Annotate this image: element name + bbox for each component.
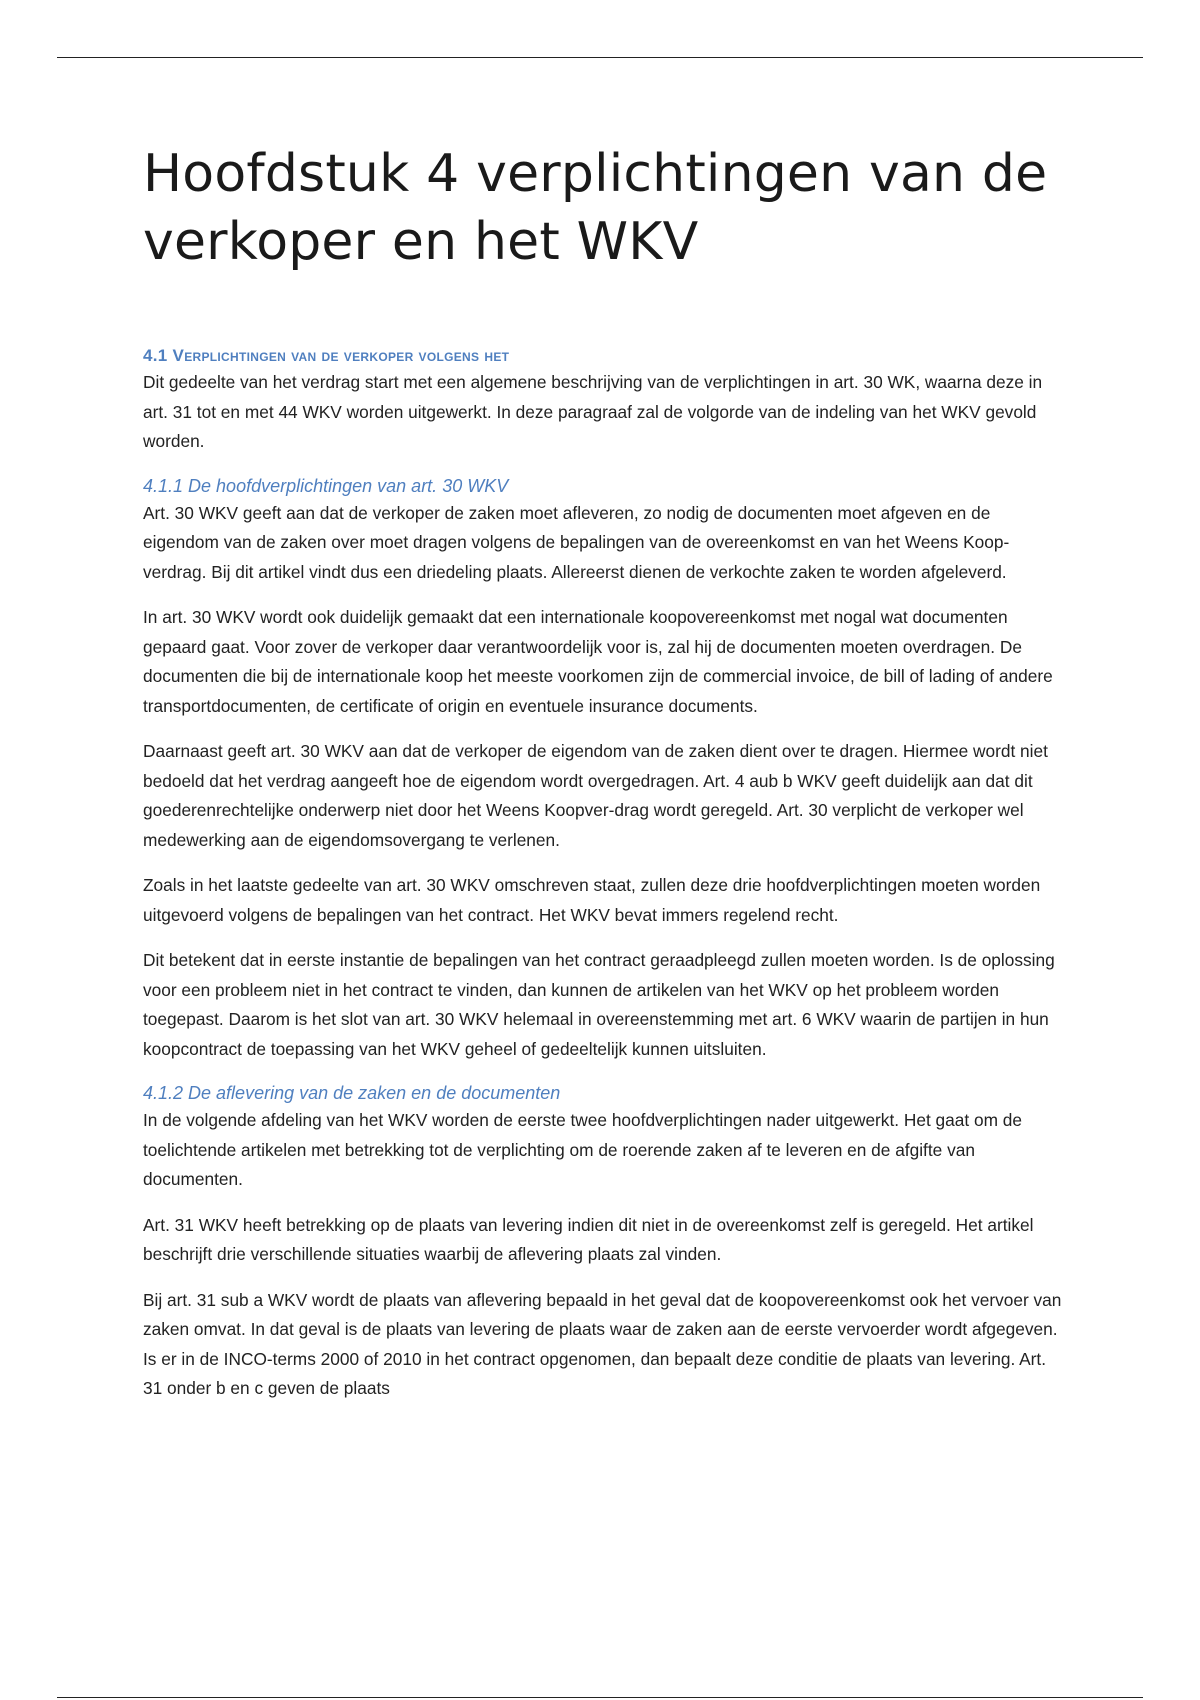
section-heading-4-1: 4.1 Verplichtingen van de verkoper volgens het: [143, 346, 510, 365]
paragraph: Daarnaast geeft art. 30 WKV aan dat de verkoper de eigendom van de zaken dient over te dragen. Hiermee wordt niet bedoeld dat het verdrag aangeeft hoe de eigendom wordt overgedragen. Art. 4 aub b WKV geeft duidelijk aan dat dit goederenrechtelijke onderwerp niet door het Weens Koopver-drag wordt geregeld. Art. 30 verplicht de verkoper wel medewerking aan de eigendomsovergang te verlenen.: [143, 741, 1048, 850]
page-bottom-rule: [57, 1697, 1143, 1698]
chapter-title: Hoofdstuk 4 verplichtingen van de verkoper en het WKV: [143, 144, 1048, 272]
paragraph: In de volgende afdeling van het WKV worden de eerste twee hoofdverplichtingen nader uitgewerkt. Het gaat om de toelichtende artikelen met betrekking tot de verplichting om de roerende zaken af te leveren en de afgifte van documenten.: [143, 1110, 1023, 1189]
paragraph: Dit gedeelte van het verdrag start met een algemene beschrijving van de verplichtingen in art. 30 WK, waarna deze in art. 31 tot en met 44 WKV worden uitgewerkt. In deze paragraaf zal de volgorde van de indeling van het WKV gevold worden.: [143, 372, 1043, 451]
paragraph: Bij art. 31 sub a WKV wordt de plaats van aflevering bepaald in het geval dat de koopovereenkomst ook het vervoer van zaken omvat. In dat geval is de plaats van levering de plaats waar de zaken aan de eerste vervoerder wordt afgegeven. Is er in de INCO-terms 2000 of 2010 in het contract opgenomen, dan bepaalt deze conditie de plaats van levering. Art. 31 onder b en c geven de plaats: [143, 1289, 1062, 1398]
document-page: [143, 140, 1063, 1420]
paragraph: Dit betekent dat in eerste instantie de bepalingen van het contract geraadpleegd zullen moeten worden. Is de oplossing voor een probleem niet in het contract te vinden, dan kunnen de artikelen van het WKV op het probleem worden toegepast. Daarom is het slot van art. 30 WKV helemaal in overeenstemming met art. 6 WKV waarin de partijen in hun koopcontract de toepassing van het WKV geheel of gedeeltelijk kunnen uitsluiten.: [143, 950, 1055, 1059]
paragraph: In art. 30 WKV wordt ook duidelijk gemaakt dat een internationale koopovereenkomst met nogal wat documenten gepaard gaat. Voor zover de verkoper daar verantwoordelijk voor is, zal hij de documenten moeten overdragen. De documenten die bij de internationale koop het meeste voorkomen zijn de commercial invoice, de bill of lading of andere transportdocumenten, de certificate of origin en eventuele insurance documents.: [143, 607, 1053, 716]
paragraph: Art. 31 WKV heeft betrekking op de plaats van levering indien dit niet in de overeenkomst zelf is geregeld. Het artikel beschrijft drie verschillende situaties waarbij de aflevering plaats zal vinden.: [143, 1214, 1034, 1264]
paragraph: Zoals in het laatste gedeelte van art. 30 WKV omschreven staat, zullen deze drie hoofdverplichtingen moeten worden uitgevoerd volgens de bepalingen van het contract. Het WKV bevat immers regelend recht.: [143, 875, 1041, 925]
page-top-rule: [57, 57, 1143, 58]
paragraph: Art. 30 WKV geeft aan dat de verkoper de zaken moet afleveren, zo nodig de documenten moet afgeven en de eigendom van de zaken over moet dragen volgens de bepalingen van de overeenkomst en van het Weens Koop-verdrag. Bij dit artikel vindt dus een driedeling plaats. Allereerst dienen de verkochte zaken te worden afgeleverd.: [143, 502, 1010, 582]
subsection-heading-4-1-1: 4.1.1 De hoofdverplichtingen van art. 30 WKV: [143, 475, 509, 496]
subsection-heading-4-1-2: 4.1.2 De aflevering van de zaken en de documenten: [143, 1083, 561, 1103]
